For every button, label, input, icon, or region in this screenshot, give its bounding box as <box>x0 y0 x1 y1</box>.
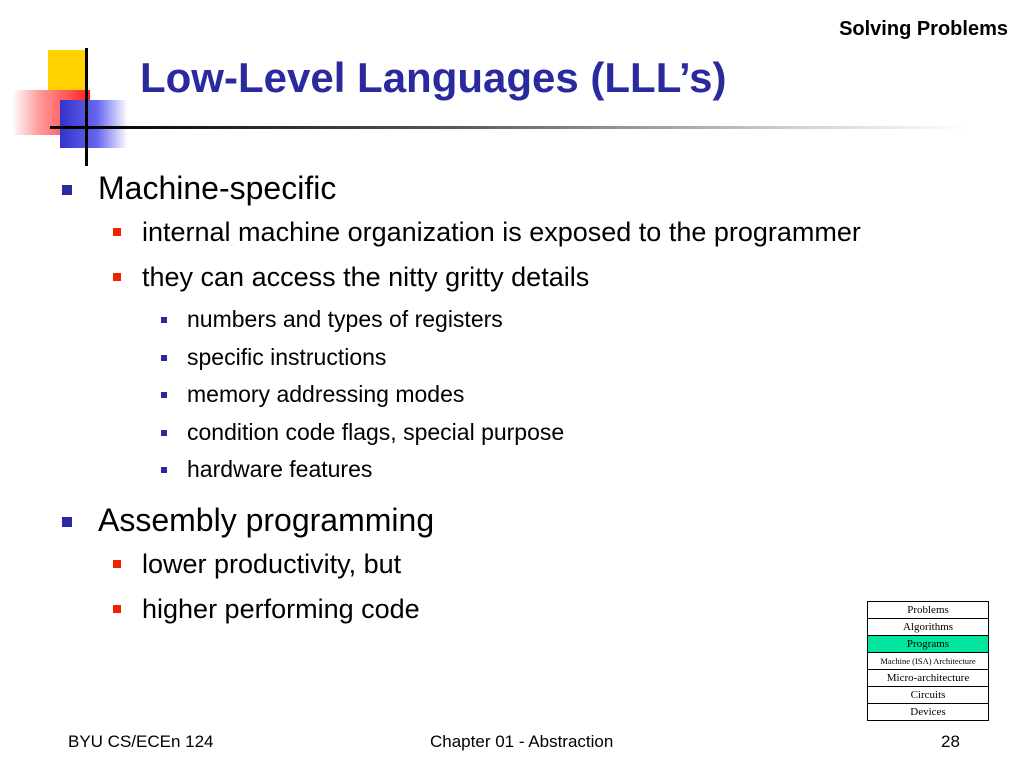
abstraction-stack-diagram <box>867 601 989 721</box>
logo-blue-square <box>60 100 128 148</box>
sub-bullet-nitty-gritty: they can access the nitty gritty details <box>58 259 858 295</box>
sub-bullet-lower-productivity: lower productivity, but <box>58 546 858 582</box>
sub-bullet-organization-exposed <box>58 214 861 250</box>
bullet-assembly-programming: Assembly programming <box>58 500 858 540</box>
layer-algorithms: Algorithms <box>868 619 988 636</box>
detail-instructions: specific instructions <box>58 342 858 372</box>
logo-vertical-line <box>85 48 88 166</box>
footer-chapter: Chapter 01 - Abstraction <box>430 732 614 751</box>
layer-devices: Devices <box>910 706 946 718</box>
detail-hardware-features: hardware features <box>58 454 858 484</box>
bullet-list <box>58 168 861 636</box>
detail-condition-codes: condition code flags, special purpose <box>58 417 858 447</box>
title-underline <box>88 126 968 129</box>
page-title: Low-Level Languages (LLL’s) <box>140 54 727 101</box>
sub-bullet-higher-performing: higher performing code <box>58 591 858 627</box>
bullet-machine-specific: Machine-specific <box>58 168 858 208</box>
footer-page-number: 28 <box>941 732 960 751</box>
layer-isa-architecture: Machine (ISA) Architecture <box>868 653 988 670</box>
footer-course: BYU CS/ECEn 124 <box>68 732 214 751</box>
detail-addressing-modes: memory addressing modes <box>58 379 858 409</box>
layer-micro-architecture: Micro-architecture <box>868 670 988 687</box>
section-label: Solving Problems <box>839 18 1008 40</box>
detail-registers: numbers and types of registers <box>58 304 858 334</box>
layer-circuits: Circuits <box>868 687 988 704</box>
logo-yellow-square <box>48 50 88 94</box>
sub-bullet-text: internal machine organization is exposed to the programmer <box>142 217 861 247</box>
layer-problems: Problems <box>868 602 988 619</box>
layer-programs-highlighted: Programs <box>868 636 988 653</box>
decorative-logo <box>0 0 140 170</box>
